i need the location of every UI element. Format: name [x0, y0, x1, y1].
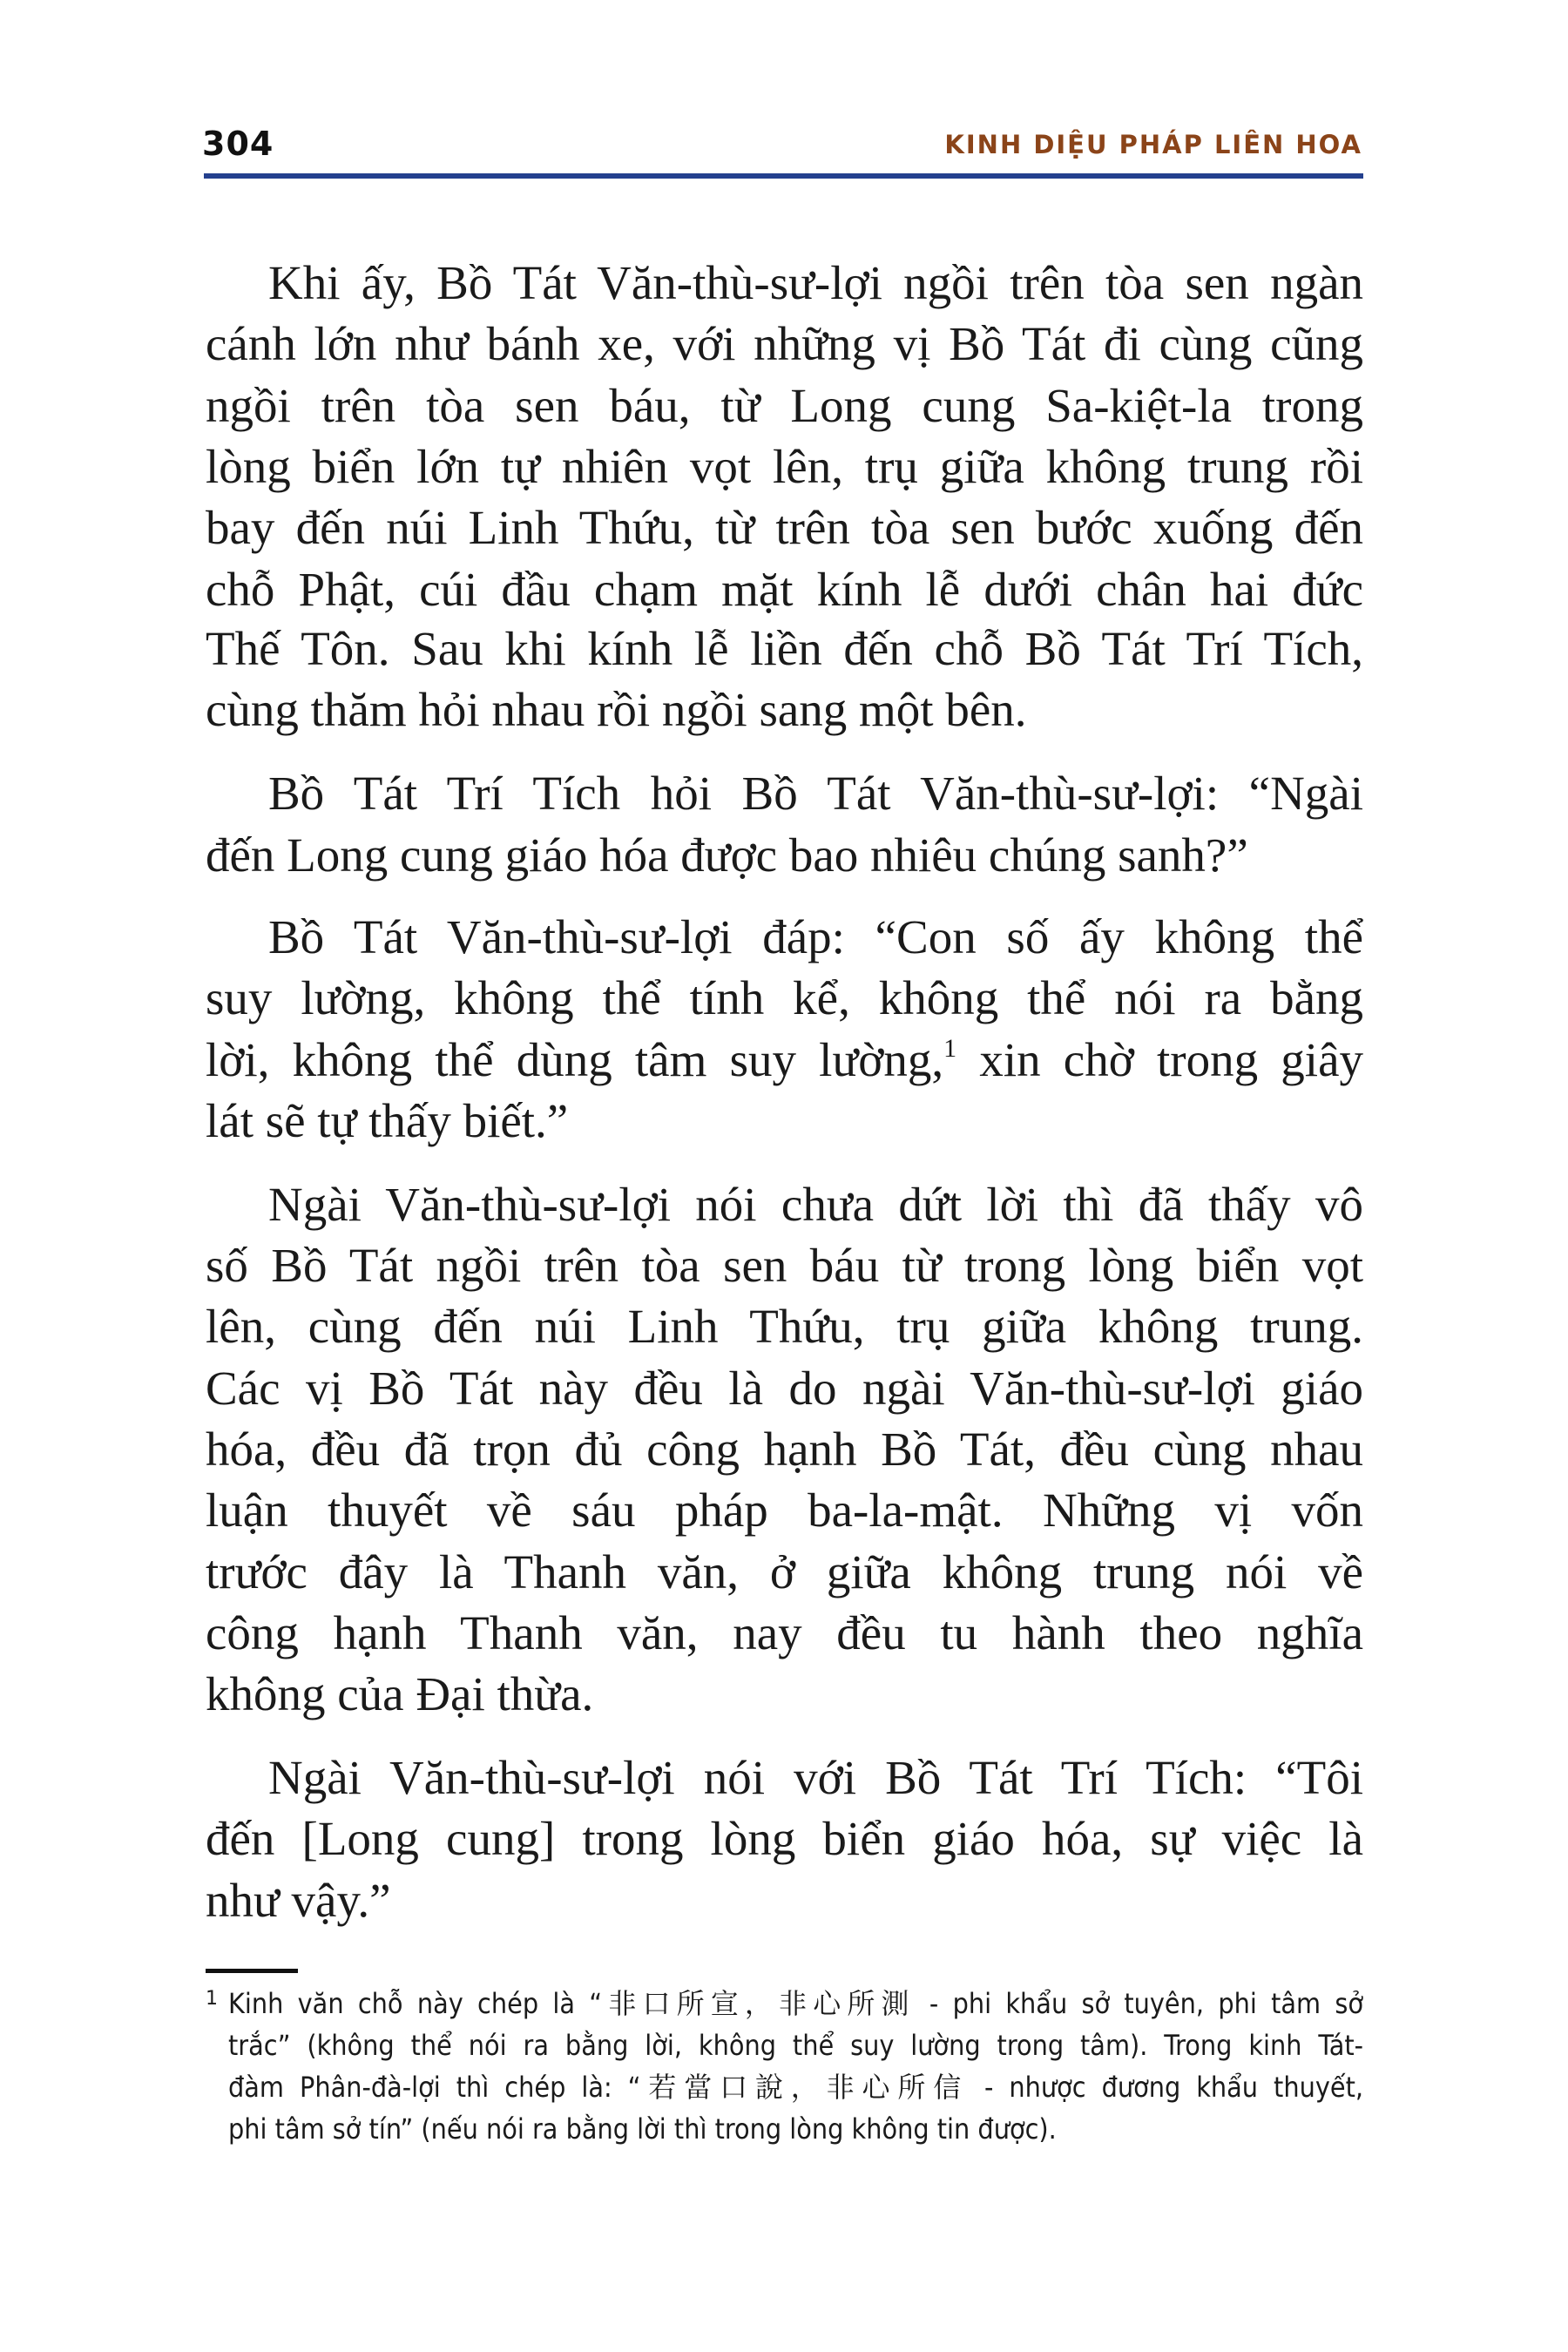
body-line: bay đến núi Linh Thứu, từ trên tòa sen bước xuống đến	[206, 501, 1363, 554]
running-title: KINH DIỆU PHÁP LIÊN HOA	[944, 130, 1362, 159]
body-line-with-footnote-ref	[206, 1030, 1363, 1091]
body-line: như vậy.”	[206, 1874, 391, 1927]
body-line: công hạnh Thanh văn, nay đều tu hành theo nghĩa	[206, 1606, 1363, 1659]
body-line: không của Đại thừa.	[206, 1667, 594, 1720]
footnote-marker: 1	[206, 1988, 218, 2010]
body-line: số Bồ Tát ngồi trên tòa sen báu từ trong lòng biển vọt	[206, 1239, 1363, 1292]
body-line-text: xin chờ trong giây	[956, 1033, 1363, 1086]
body-line: lên, cùng đến núi Linh Thứu, trụ giữa không trung.	[206, 1300, 1363, 1353]
body-line: Các vị Bồ Tát này đều là do ngài Văn-thù-sư-lợi giáo	[206, 1362, 1363, 1415]
header-rule	[204, 173, 1363, 179]
body-line: Bồ Tát Văn-thù-sư-lợi đáp: “Con số ấy không thể	[268, 910, 1363, 963]
body-line: luận thuyết về sáu pháp ba-la-mật. Những vị vốn	[206, 1484, 1363, 1537]
body-line: Khi ấy, Bồ Tát Văn-thù-sư-lợi ngồi trên tòa sen ngàn	[268, 256, 1363, 309]
footnote-line: phi tâm sở tín” (nếu nói ra bằng lời thì trong lòng không tin được).	[228, 2112, 1057, 2146]
footnote-separator	[206, 1969, 298, 1973]
footnote-line: đàm Phân-đà-lợi thì chép là: “若當口說，非心所信 - nhược đương khẩu thuyết,	[228, 2071, 1363, 2104]
footnote-line: Kinh văn chỗ này chép là “非口所宣，非心所測 - phi khẩu sở tuyên, phi tâm sở	[228, 1987, 1363, 2020]
body-line: lát sẽ tự thấy biết.”	[206, 1094, 569, 1147]
body-line: hóa, đều đã trọn đủ công hạnh Bồ Tát, đều cùng nhau	[206, 1423, 1363, 1476]
body-line: Ngài Văn-thù-sư-lợi nói với Bồ Tát Trí Tích: “Tôi	[268, 1751, 1363, 1804]
body-line: Bồ Tát Trí Tích hỏi Bồ Tát Văn-thù-sư-lợi: “Ngài	[268, 767, 1363, 820]
body-line: đến [Long cung] trong lòng biển giáo hóa, sự việc là	[206, 1812, 1363, 1865]
body-line: chỗ Phật, cúi đầu chạm mặt kính lễ dưới chân hai đức	[206, 563, 1363, 616]
footnote-reference[interactable]: 1	[943, 1034, 957, 1063]
body-line: Thế Tôn. Sau khi kính lễ liền đến chỗ Bồ Tát Trí Tích,	[206, 622, 1363, 675]
body-line-text: lời, không thể dùng tâm suy lường,	[206, 1033, 944, 1086]
body-line: trước đây là Thanh văn, ở giữa không trung nói về	[206, 1545, 1363, 1598]
body-line: ngồi trên tòa sen báu, từ Long cung Sa-kiệt-la trong	[206, 379, 1363, 432]
body-line: đến Long cung giáo hóa được bao nhiêu chúng sanh?”	[206, 828, 1248, 882]
body-line: lòng biển lớn tự nhiên vọt lên, trụ giữa không trung rồi	[206, 440, 1363, 493]
body-line: cùng thăm hỏi nhau rồi ngồi sang một bên.	[206, 683, 1027, 736]
body-line: suy lường, không thể tính kể, không thể nói ra bằng	[206, 971, 1363, 1024]
page-number: 304	[202, 125, 274, 163]
body-line: cánh lớn như bánh xe, với những vị Bồ Tát đi cùng cũng	[206, 317, 1363, 370]
body-line: Ngài Văn-thù-sư-lợi nói chưa dứt lời thì đã thấy vô	[268, 1178, 1363, 1231]
footnote-line: trắc” (không thể nói ra bằng lời, không thể suy lường trong tâm). Trong kinh Tát-	[228, 2029, 1363, 2062]
